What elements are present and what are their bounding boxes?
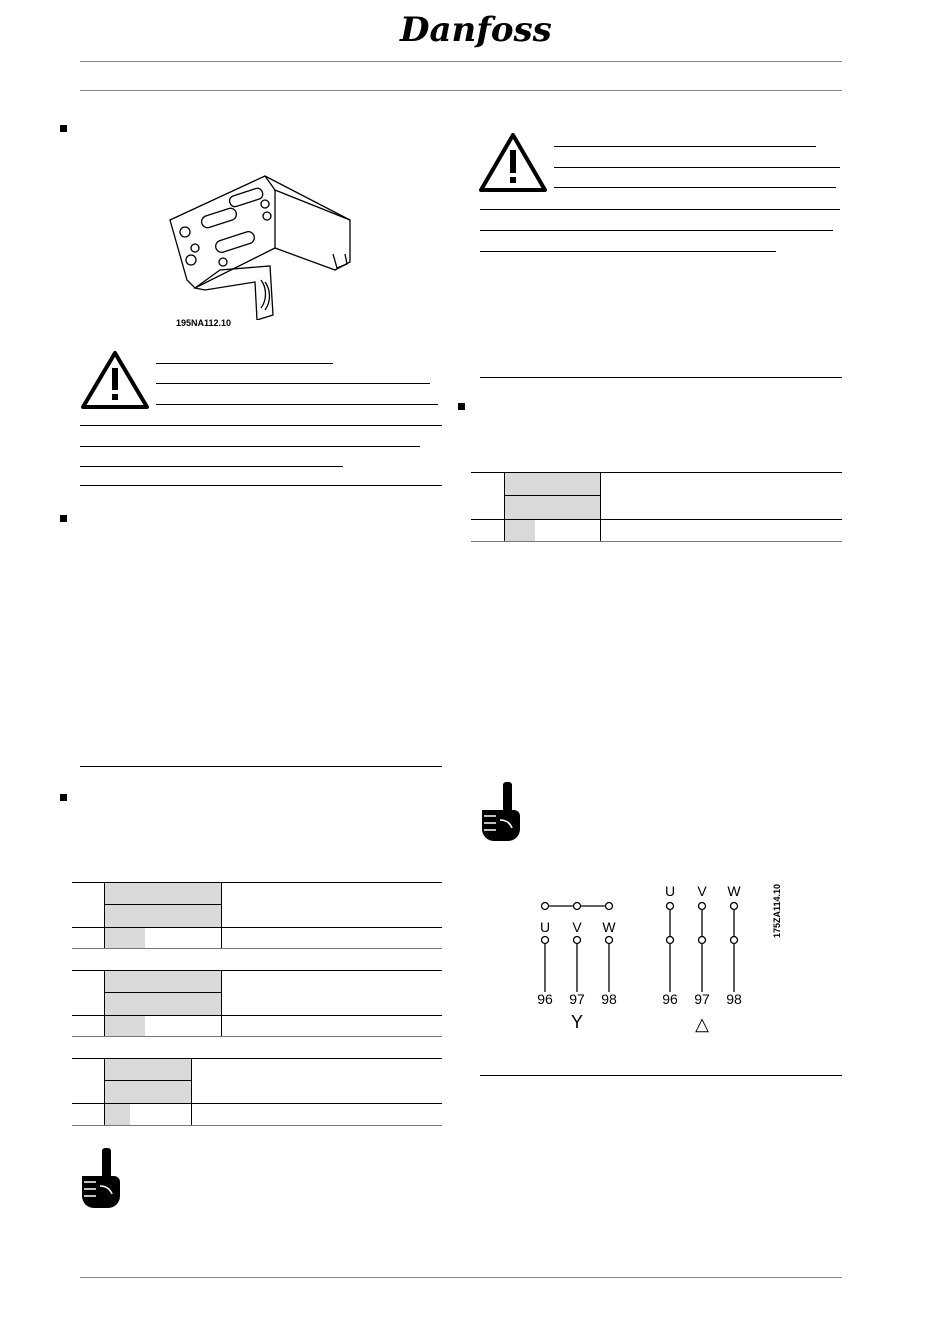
section-bullet-icon [60, 515, 67, 522]
pointing-hand-icon [478, 780, 522, 844]
wiring-label: V [697, 883, 707, 899]
table-cell [104, 1104, 130, 1125]
warning-text-line [480, 209, 840, 210]
warning-text-line [554, 187, 836, 188]
table-cell [104, 928, 145, 948]
warning-triangle-icon [478, 132, 548, 194]
wiring-figure-code: 175ZA114.10 [772, 883, 782, 938]
warning-text-line [156, 404, 438, 405]
warning-text-line [554, 146, 816, 147]
bracket-illustration [165, 170, 365, 320]
warning-text-line [80, 466, 343, 467]
table-cell [104, 883, 221, 927]
warning-text-line [156, 363, 333, 364]
bracket-caption: 195NA112.10 [176, 318, 232, 328]
data-table-4 [471, 472, 842, 542]
header-rule-bottom [80, 90, 842, 91]
data-table-2 [72, 970, 442, 1037]
footer-rule [80, 1277, 842, 1278]
terminal-label: 98 [601, 991, 617, 1007]
section-divider [80, 485, 442, 486]
section-divider [480, 377, 842, 378]
table-cell [504, 473, 600, 519]
wiring-label: U [664, 883, 676, 899]
pointing-hand-icon [78, 1146, 122, 1212]
terminal-label: 98 [726, 991, 742, 1007]
wiring-diagram [520, 880, 800, 1035]
star-symbol: Y [570, 1012, 584, 1032]
section-divider [80, 766, 442, 767]
section-bullet-icon [60, 794, 67, 801]
terminal-label: 96 [537, 991, 553, 1007]
table-cell [504, 520, 535, 541]
data-table-1 [72, 882, 442, 949]
warning-text-line [480, 230, 833, 231]
wiring-label: W [602, 919, 616, 935]
table-cell [104, 1016, 145, 1036]
table-cell [104, 1059, 191, 1103]
warning-text-line [80, 446, 420, 447]
section-bullet-icon [458, 403, 465, 410]
wiring-label: V [572, 919, 582, 935]
warning-text-line [80, 425, 442, 426]
wiring-label: W [727, 883, 741, 899]
section-bullet-icon [60, 125, 67, 132]
warning-triangle-icon [80, 350, 150, 410]
data-table-3 [72, 1058, 442, 1126]
wiring-label: U [539, 919, 551, 935]
terminal-label: 97 [694, 991, 710, 1007]
terminal-label: 97 [569, 991, 585, 1007]
terminal-label: 96 [662, 991, 678, 1007]
header-rule-top [80, 61, 842, 62]
section-divider [480, 1075, 842, 1076]
warning-text-line [156, 383, 430, 384]
warning-text-line [480, 251, 776, 252]
warning-text-line [554, 167, 840, 168]
brand-logo: Danfoss [400, 10, 552, 50]
delta-symbol: △ [695, 1014, 709, 1034]
table-cell [104, 971, 221, 1015]
